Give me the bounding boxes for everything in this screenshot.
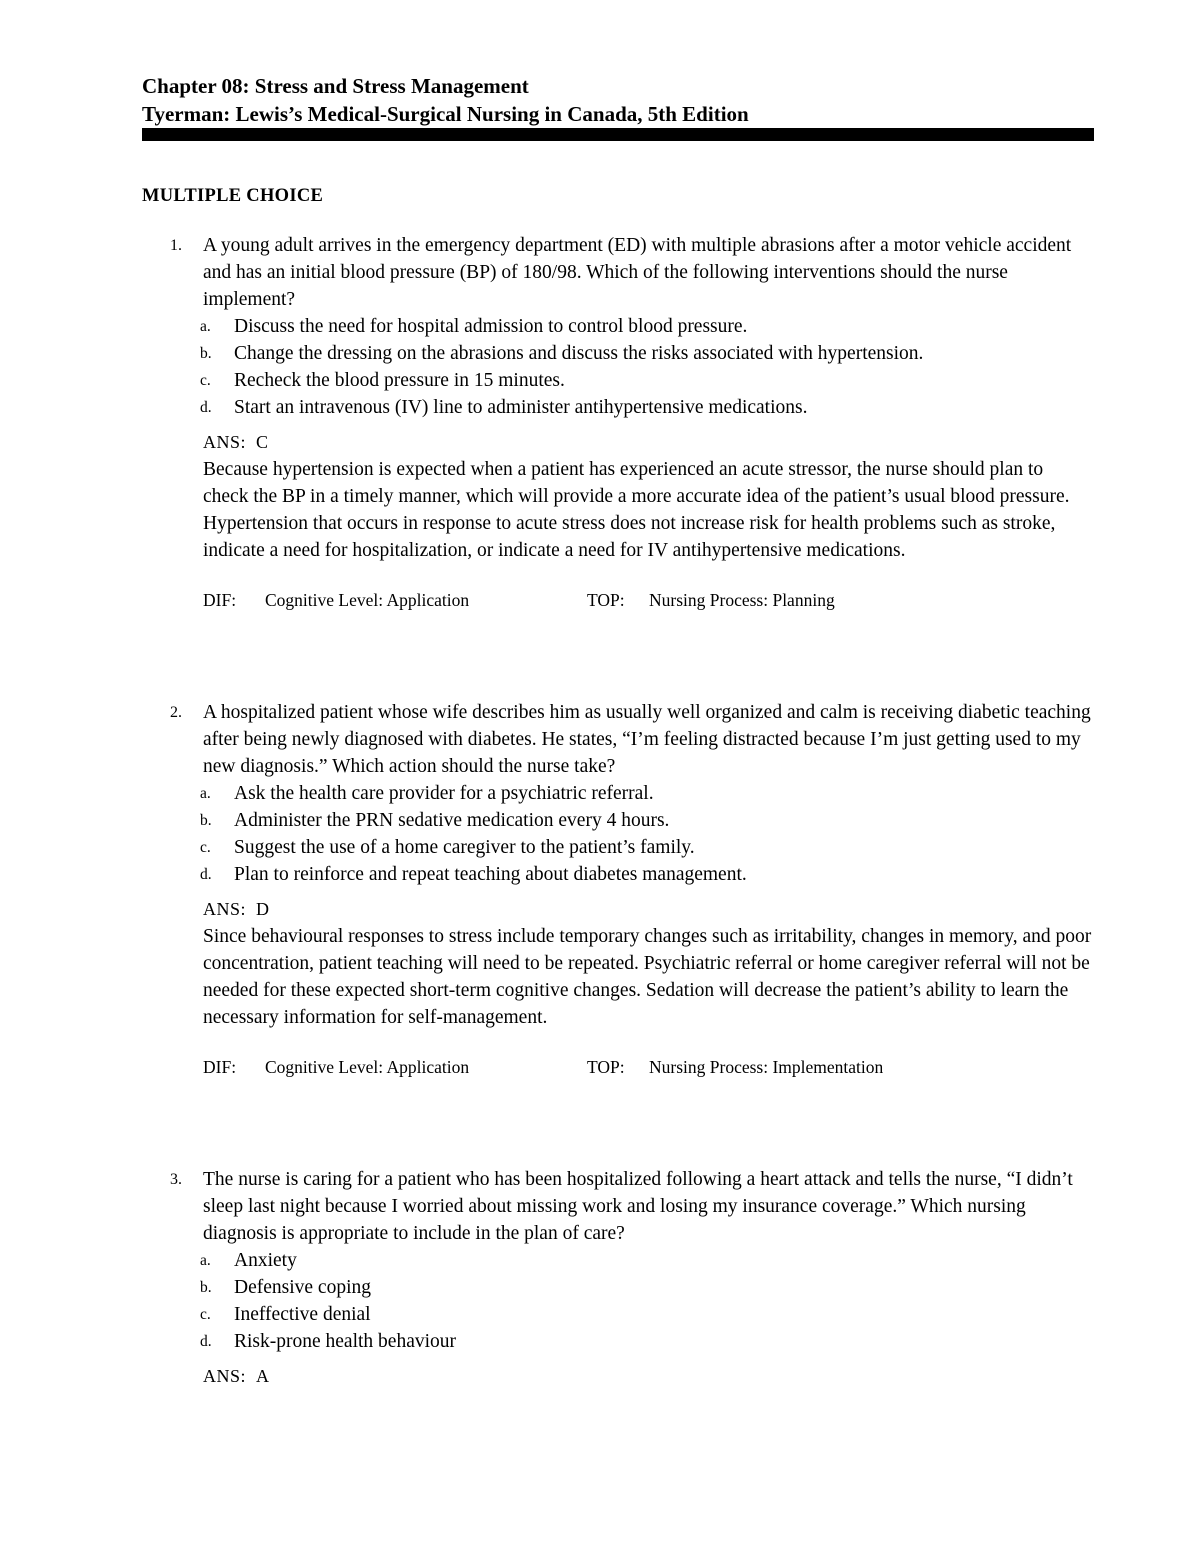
option-a <box>200 780 954 807</box>
chapter-title: Chapter 08: Stress and Stress Management <box>142 74 529 98</box>
option-letter: c. <box>200 839 211 856</box>
section-title: MULTIPLE CHOICE <box>142 186 324 206</box>
top-label: TOP: <box>587 590 625 610</box>
answer-value: A <box>256 1366 270 1386</box>
top-label: TOP: <box>587 1057 625 1077</box>
option-a <box>200 313 954 340</box>
dif-value: Cognitive Level: Application <box>265 1057 470 1077</box>
option-text: Plan to reinforce and repeat teaching about diabetes management. <box>234 864 747 885</box>
question-stem: The nurse is caring for a patient who has been hospitalized following a heart attack and tells the nurse, “I didn’t sleep last night because I worried about missing work and losing my insurance coverage.” Which nursing diagnosis is appropriate to include in the plan of care? <box>203 1169 1073 1244</box>
option-list <box>200 1247 1102 1355</box>
question-3 <box>142 1166 1102 1390</box>
option-text: Start an intravenous (IV) line to administer antihypertensive medications. <box>234 397 808 418</box>
dif-value: Cognitive Level: Application <box>265 590 470 610</box>
option-letter: a. <box>200 1252 211 1269</box>
answer-line <box>203 1363 1102 1390</box>
option-text: Suggest the use of a home caregiver to the patient’s family. <box>234 837 695 858</box>
option-text: Anxiety <box>234 1250 297 1271</box>
option-text: Ask the health care provider for a psychiatric referral. <box>234 783 654 804</box>
top-value: Nursing Process: Implementation <box>649 1057 884 1077</box>
option-text: Discuss the need for hospital admission to control blood pressure. <box>234 316 748 337</box>
option-letter: b. <box>200 1279 212 1296</box>
option-letter: a. <box>200 785 211 802</box>
option-list <box>200 780 1102 888</box>
option-letter: a. <box>200 318 211 335</box>
question-stem: A young adult arrives in the emergency department (ED) with multiple abrasions after a motor vehicle accident and has an initial blood pressure (BP) of 180/98. Which of the following interventions should the nurse implement? <box>203 235 1072 310</box>
option-c <box>200 367 954 394</box>
option-c <box>200 834 954 861</box>
option-letter: b. <box>200 345 212 362</box>
answer-label: ANS: <box>203 1366 247 1386</box>
answer-label: ANS: <box>203 899 247 919</box>
option-d <box>200 394 954 421</box>
option-a <box>200 1247 954 1274</box>
option-letter: d. <box>200 1333 212 1350</box>
question-meta <box>203 1055 1102 1079</box>
answer-value: C <box>256 432 269 452</box>
question-1 <box>142 232 1102 612</box>
option-text: Administer the PRN sedative medication every 4 hours. <box>234 810 670 831</box>
option-b <box>200 1274 954 1301</box>
option-text: Change the dressing on the abrasions and discuss the risks associated with hypertension. <box>234 343 924 364</box>
question-stem: A hospitalized patient whose wife describes him as usually well organized and calm is receiving diabetic teaching after being newly diagnosed with diabetes. He states, “I’m feeling distracted because I’m just getting used to my new diagnosis.” Which action should the nurse take? <box>203 702 1091 777</box>
option-text: Ineffective denial <box>234 1304 371 1325</box>
option-text: Recheck the blood pressure in 15 minutes. <box>234 370 565 391</box>
option-text: Risk-prone health behaviour <box>234 1331 457 1352</box>
option-d <box>200 861 954 888</box>
dif-label: DIF: <box>203 1057 237 1077</box>
option-d <box>200 1328 954 1355</box>
question-number: 1. <box>170 237 182 254</box>
option-b <box>200 340 954 367</box>
option-letter: d. <box>200 399 212 416</box>
question-number: 3. <box>170 1171 182 1188</box>
option-letter: c. <box>200 1306 211 1323</box>
dif-label: DIF: <box>203 590 237 610</box>
option-letter: d. <box>200 866 212 883</box>
option-letter: b. <box>200 812 212 829</box>
rationale: Because hypertension is expected when a patient has experienced an acute stressor, the nurse should plan to check the BP in a timely manner, which will provide a more accurate idea of the patient’s usual blood pressure. Hypertension that occurs in response to acute stress does not increase risk for health problems such as stroke, indicate a need for hospitalization, or indicate a need for IV antihypertensive medications. <box>203 459 1070 561</box>
question-number: 2. <box>170 704 182 721</box>
option-text: Defensive coping <box>234 1277 371 1298</box>
option-c <box>200 1301 954 1328</box>
top-value: Nursing Process: Planning <box>649 590 835 610</box>
rationale: Since behavioural responses to stress include temporary changes such as irritability, changes in memory, and poor concentration, patient teaching will need to be repeated. Psychiatric referral or home caregiver referral will not be needed for these expected short-term cognitive changes. Sedation will decrease the patient’s ability to learn the necessary information for self-management. <box>203 926 1092 1028</box>
question-meta <box>203 588 1102 612</box>
answer-line <box>203 429 1102 456</box>
answer-label: ANS: <box>203 432 247 452</box>
book-title: Tyerman: Lewis’s Medical-Surgical Nursing in Canada, 5th Edition <box>142 102 749 126</box>
answer-value: D <box>256 899 270 919</box>
answer-line <box>203 896 1102 923</box>
question-2 <box>142 699 1102 1079</box>
option-letter: c. <box>200 372 211 389</box>
document-header <box>142 72 1094 128</box>
option-b <box>200 807 954 834</box>
option-list <box>200 313 1102 421</box>
header-rule <box>142 128 1094 141</box>
